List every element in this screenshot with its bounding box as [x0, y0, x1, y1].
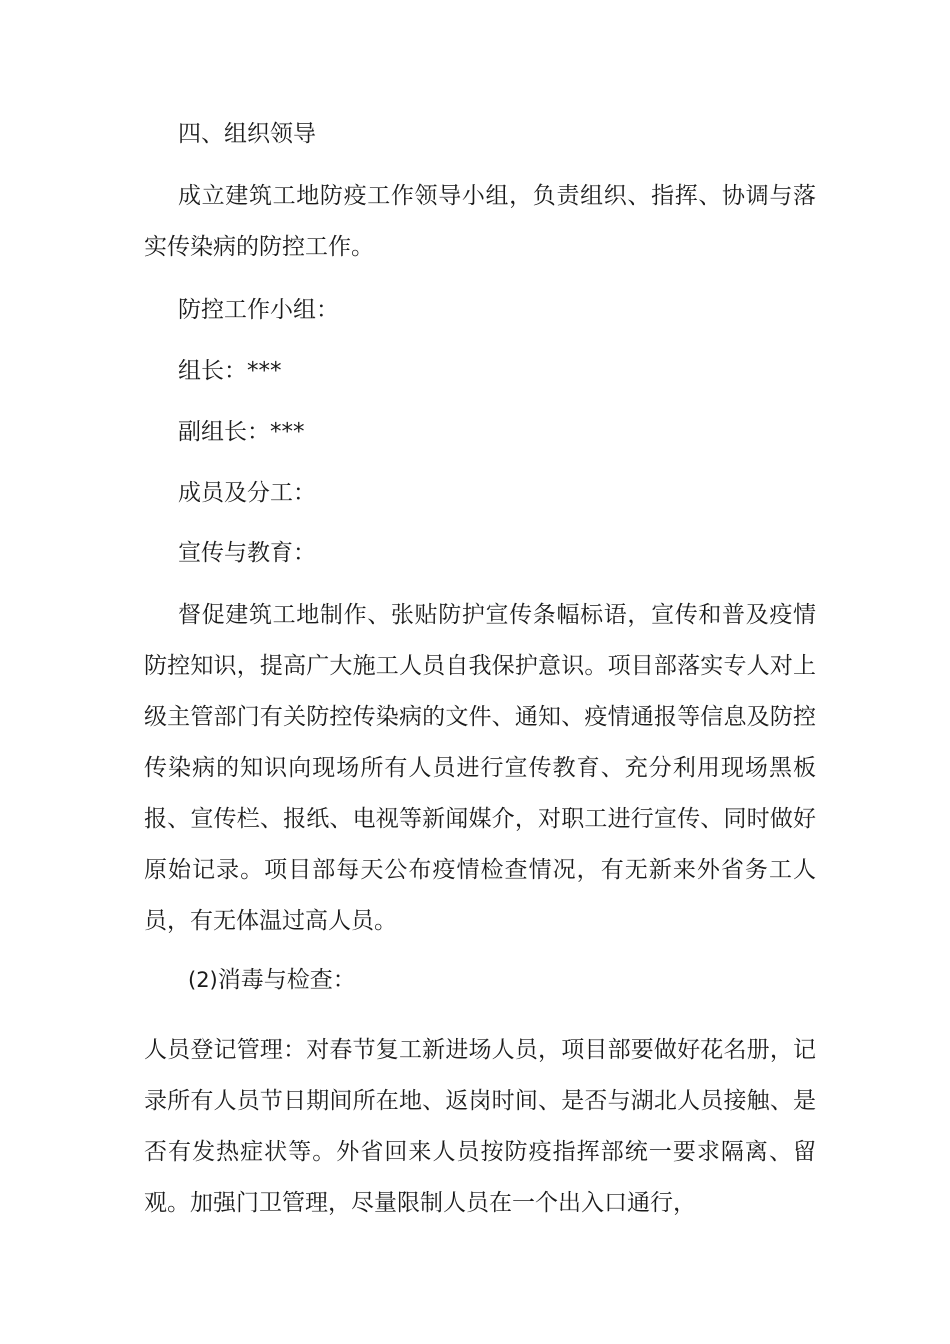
section-heading: 四、组织领导	[178, 121, 316, 147]
group-title: 防控工作小组：	[178, 297, 339, 323]
publicity-paragraph: 督促建筑工地制作、张贴防护宣传条幅标语，宣传和普及疫情防控知识，提高广大施工人员自我保护意识。项目部落实专人对上级主管部门有关防控传染病的文件、通知、疫情通报等信息及防控传染病的知识向现场所有人员进行宣传教育、充分利用现场黑板报、宣传栏、报纸、电视等新闻媒介，对职工进行宣传、同时做好原始记录。项目部每天公布疫情检查情况，有无新来外省务工人员，有无体温过高人员。	[144, 602, 816, 934]
disinfect-title: 消毒与检查：	[217, 967, 356, 993]
disinfect-heading	[144, 955, 816, 1006]
leadership-paragraph: 成立建筑工地防疫工作领导小组，负责组织、指挥、协调与落实传染病的防控工作。	[144, 183, 816, 260]
publicity-title: 宣传与教育：	[178, 540, 316, 566]
registration-paragraph: 人员登记管理：对春节复工新进场人员，项目部要做好花名册，记录所有人员节日期间所在地、返岗时间、是否与湖北人员接触、是否有发热症状等。外省回来人员按防疫指挥部统一要求隔离、留观。加强门卫管理，尽量限制人员在一个出入口通行，	[144, 1037, 816, 1216]
members-line: 成员及分工：	[178, 480, 316, 506]
disinfect-number: (2)	[188, 968, 218, 992]
leader-line: 组长：***	[178, 358, 282, 384]
deputy-leader-line: 副组长：***	[178, 419, 305, 445]
